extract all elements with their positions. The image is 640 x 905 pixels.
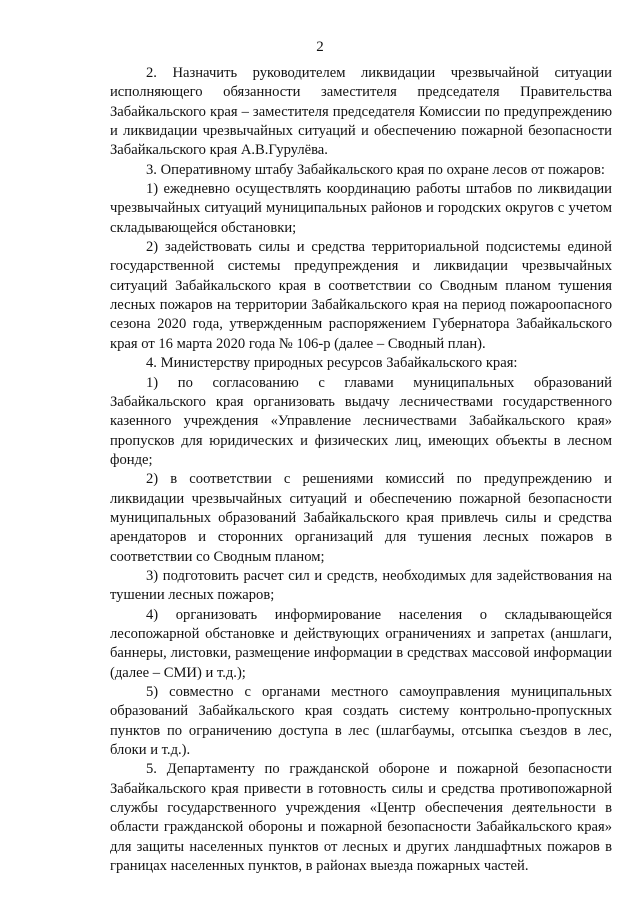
paragraph-subitem-4-1: 1) по согласованию с главами муниципальных образований Забайкальского края организовать выдачу лесничествами государственного казенного учреждения «Управление лесничествами Забайкальского края» пропусков для юридических и физических лиц, имеющих объекты в лесном фонде;: [110, 374, 612, 468]
paragraph-subitem-3-2: 2) задействовать силы и средства территориальной подсистемы единой государственной системы предупреждения и ликвидации чрезвычайных ситуаций Забайкальского края в соответствии со Сводным планом тушения лесных пожаров на территории Забайкальского края на период пожароопасного сезона 2020 года, утвержденным распоряжением Губернатора Забайкальского края от 16 марта 2020 года № 106-р (далее – Сводный план).: [110, 239, 612, 352]
page-number: 2: [316, 39, 324, 55]
paragraph-item-5: 5. Департаменту по гражданской обороне и пожарной безопасности Забайкальского края привести в готовность силы и средства противопожарной службы государственного учреждения «Центр обеспечения деятельности в области гражданской обороны и пожарной безопасности Забайкальского края» для защиты населенных пунктов от лесных и других ландшафтных пожаров в границах населенных пунктов, в районах выезда пожарных частей.: [110, 761, 612, 875]
paragraph-item-4: 4. Министерству природных ресурсов Забайкальского края:: [146, 355, 518, 372]
paragraph-subitem-4-2: 2) в соответствии с решениями комиссий по предупреждению и ликвидации чрезвычайных ситуаций и обеспечению пожарной безопасности муниципальных образований Забайкальского края привлечь силы и средства арендаторов и сторонних организаций для тушения лесных пожаров в соответствии со Сводным планом;: [110, 471, 612, 565]
paragraph-subitem-4-4: 4) организовать информирование населения о складывающейся лесопожарной обстановке и действующих ограничениях и запретах (аншлаги, баннеры, листовки, размещение информации в средствах массовой информации (далее – СМИ) и т.д.);: [110, 606, 612, 681]
paragraph-item-3: 3. Оперативному штабу Забайкальского края по охране лесов от пожаров:: [146, 161, 605, 178]
document-body: [110, 64, 612, 876]
paragraph-item-2: 2. Назначить руководителем ликвидации чрезвычайной ситуации исполняющего обязанности заместителя председателя Правительства Забайкальского края – заместителя председателя Комиссии по предупреждению и ликвидации чрезвычайных ситуаций и обеспечению пожарной безопасности Забайкальского края А.В.Гурулёва.: [110, 65, 612, 159]
paragraph-subitem-4-5: 5) совместно с органами местного самоуправления муниципальных образований Забайкальского края создать систему контрольно-пропускных пунктов по ограничению доступа в лес (шлагбаумы, отсыпка съездов в лес, блоки и т.д.).: [110, 684, 612, 759]
paragraph-subitem-4-3: 3) подготовить расчет сил и средств, необходимых для задействования на тушении лесных пожаров;: [110, 567, 612, 604]
paragraph-subitem-3-1: 1) ежедневно осуществлять координацию работы штабов по ликвидации чрезвычайных ситуаций муниципальных районов и городских округов с учетом складывающейся обстановки;: [110, 181, 612, 236]
